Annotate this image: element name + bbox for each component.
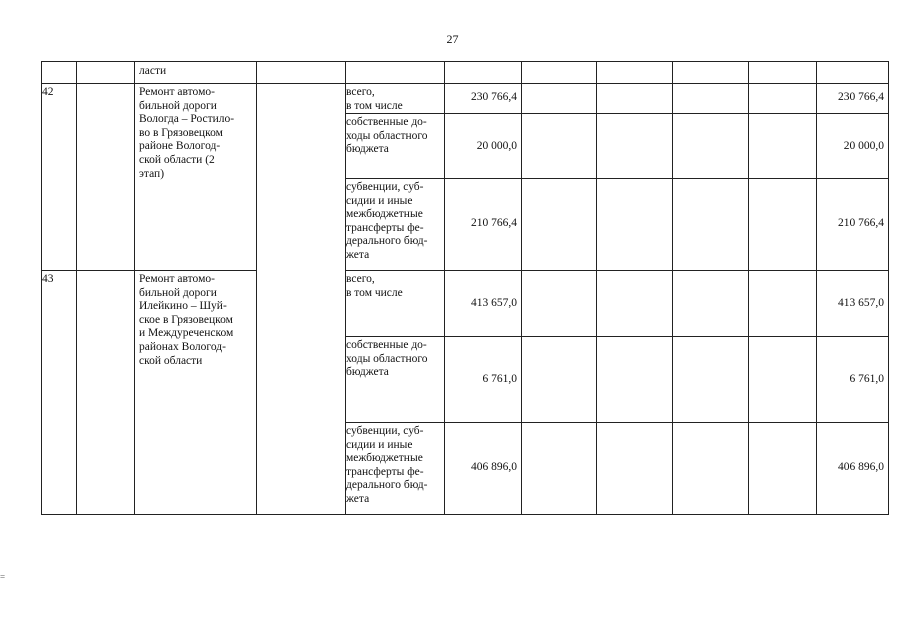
- funding-source: всего, в том числе: [346, 86, 403, 112]
- table-rule: [816, 61, 817, 515]
- funding-source: собственные до- ходы областного бюджета: [346, 339, 428, 379]
- page-number: 27: [446, 32, 459, 46]
- budget-table: [41, 61, 889, 515]
- table-rule: [256, 61, 257, 515]
- table-rule: [521, 61, 522, 515]
- table-rule: [41, 61, 889, 62]
- table-rule: [888, 61, 889, 515]
- total-amount: 406 896,0: [471, 461, 517, 473]
- continuation-text: ласти: [139, 65, 167, 77]
- object-name: Ремонт автомо- бильной дороги Вологда – Ростило- во в Грязовецком районе Вологод- ской области (2 этап): [139, 86, 235, 180]
- last-column-amount: 6 761,0: [849, 373, 884, 385]
- row-number: 42: [42, 86, 54, 98]
- last-column-amount: 406 896,0: [838, 461, 884, 473]
- funding-source: субвенции, суб- сидии и иные межбюджетные трансферты фе- дерального бюд- жета: [346, 425, 428, 505]
- table-rule: [41, 61, 42, 515]
- total-amount: 20 000,0: [476, 140, 517, 152]
- margin-mark: =: [0, 572, 6, 582]
- total-amount: 230 766,4: [471, 91, 517, 103]
- table-rule: [134, 61, 135, 515]
- table-rule: [596, 61, 597, 515]
- table-rule: [41, 83, 889, 84]
- table-rule: [41, 514, 889, 515]
- funding-source: собственные до- ходы областного бюджета: [346, 116, 428, 156]
- total-amount: 210 766,4: [471, 217, 517, 229]
- funding-source: субвенции, суб- сидии и иные межбюджетные трансферты фе- дерального бюд- жета: [346, 181, 428, 261]
- total-amount: 413 657,0: [471, 297, 517, 309]
- table-rule: [748, 61, 749, 515]
- last-column-amount: 210 766,4: [838, 217, 884, 229]
- table-rule: [345, 270, 889, 271]
- table-rule: [345, 422, 889, 423]
- object-name: Ремонт автомо- бильной дороги Илейкино – Шуй- ское в Грязовецком и Междуреченском районах Вологод- ской области: [139, 273, 234, 367]
- last-column-amount: 230 766,4: [838, 91, 884, 103]
- table-rule: [41, 270, 256, 271]
- row-number: 43: [42, 273, 54, 285]
- table-rule: [345, 178, 889, 179]
- table-rule: [76, 61, 77, 515]
- funding-source: всего, в том числе: [346, 273, 403, 299]
- table-rule: [672, 61, 673, 515]
- last-column-amount: 413 657,0: [838, 297, 884, 309]
- table-rule: [444, 61, 445, 515]
- last-column-amount: 20 000,0: [843, 140, 884, 152]
- table-rule: [345, 336, 889, 337]
- total-amount: 6 761,0: [482, 373, 517, 385]
